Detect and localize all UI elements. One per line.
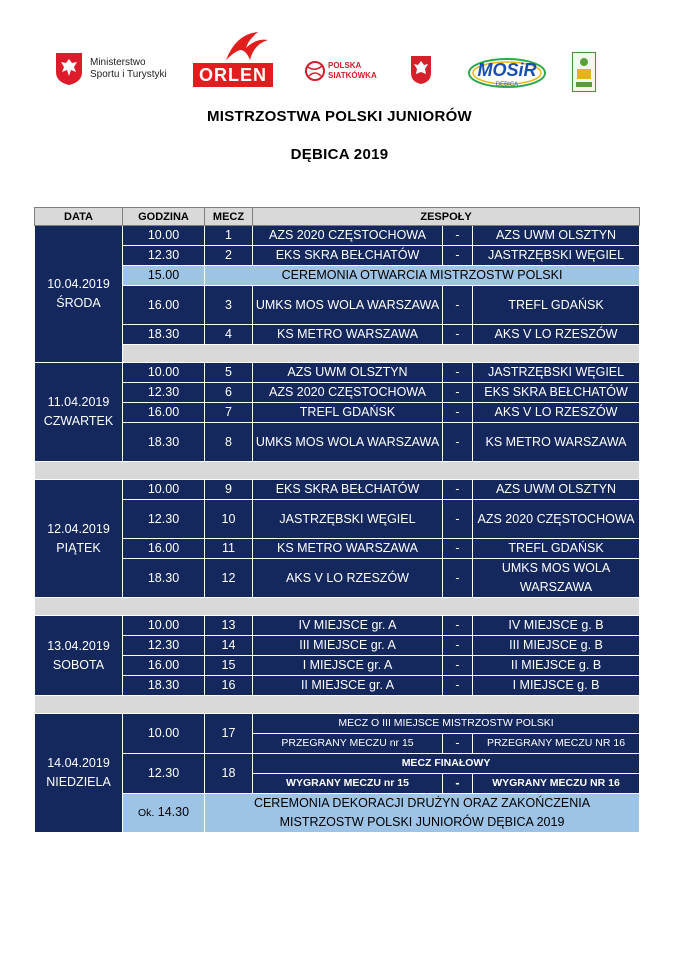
ceremony-time <box>123 794 205 833</box>
ministry-logo-text <box>90 57 167 81</box>
match-time: 18.30 <box>123 676 205 696</box>
table-row <box>35 616 640 636</box>
match-time: 12.30 <box>123 246 205 266</box>
match-number: 10 <box>205 500 253 539</box>
day-cell <box>35 616 123 696</box>
header-data: DATA <box>35 208 123 226</box>
match-time: 18.30 <box>123 423 205 462</box>
versus-dash: - <box>443 403 473 423</box>
away-team: I MIEJSCE g. B <box>473 676 640 696</box>
table-row <box>35 539 640 559</box>
away-team: EKS SKRA BEŁCHATÓW <box>473 383 640 403</box>
match-number: 12 <box>205 559 253 598</box>
day-date: 10.04.2019 <box>47 277 110 291</box>
table-row <box>35 480 640 500</box>
away-team: AZS 2020 CZĘSTOCHOWA <box>473 500 640 539</box>
match-time: 12.30 <box>123 636 205 656</box>
table-row <box>35 656 640 676</box>
table-row <box>35 226 640 246</box>
schedule-table <box>34 207 640 833</box>
table-row <box>35 754 640 774</box>
table-row <box>35 246 640 266</box>
mosir-text: MOSiR <box>477 60 537 80</box>
table-row <box>35 286 640 325</box>
versus-dash: - <box>443 616 473 636</box>
siatkowka-line-1: POLSKA <box>328 61 362 70</box>
versus-dash: - <box>443 774 473 794</box>
day-weekday: ŚRODA <box>56 296 101 310</box>
table-row <box>35 266 640 286</box>
away-team: TREFL GDAŃSK <box>473 286 640 325</box>
day-date: 14.04.2019 <box>47 756 110 770</box>
match-number: 13 <box>205 616 253 636</box>
szlak-figure-icon <box>573 53 595 91</box>
home-team: WYGRANY MECZU nr 15 <box>253 774 443 794</box>
match-time: 10.00 <box>123 226 205 246</box>
orlen-eagle-icon <box>222 30 272 66</box>
away-team: AZS UWM OLSZTYN <box>473 226 640 246</box>
home-team: KS METRO WARSZAWA <box>253 539 443 559</box>
time-value: 14.30 <box>157 805 190 819</box>
away-team: AKS V LO RZESZÓW <box>473 403 640 423</box>
away-team: AZS UWM OLSZTYN <box>473 480 640 500</box>
home-team: III MIEJSCE gr. A <box>253 636 443 656</box>
day-cell <box>35 226 123 363</box>
table-row <box>35 500 640 539</box>
match-number: 16 <box>205 676 253 696</box>
away-team: JASTRZĘBSKI WĘGIEL <box>473 363 640 383</box>
match-time: 12.30 <box>123 754 205 794</box>
home-team: AZS 2020 CZĘSTOCHOWA <box>253 226 443 246</box>
day-cell <box>35 714 123 833</box>
match-number: 11 <box>205 539 253 559</box>
match-number: 18 <box>205 754 253 794</box>
day-separator <box>35 462 640 480</box>
final-match-label: MECZ FINAŁOWY <box>253 754 640 774</box>
versus-dash: - <box>443 480 473 500</box>
home-team: JASTRZĘBSKI WĘGIEL <box>253 500 443 539</box>
match-number: 15 <box>205 656 253 676</box>
versus-dash: - <box>443 226 473 246</box>
away-team: JASTRZĘBSKI WĘGIEL <box>473 246 640 266</box>
day-separator <box>35 345 640 363</box>
versus-dash: - <box>443 286 473 325</box>
day-weekday: SOBOTA <box>52 657 105 672</box>
mosir-logo <box>462 52 552 94</box>
polish-eagle-emblem-icon <box>55 52 83 86</box>
header-zespoly: ZESPOŁY <box>253 208 640 226</box>
away-team: UMKS MOS WOLA WARSZAWA <box>473 559 640 598</box>
home-team: I MIEJSCE gr. A <box>253 656 443 676</box>
away-team: TREFL GDAŃSK <box>473 539 640 559</box>
match-number: 7 <box>205 403 253 423</box>
match-number: 5 <box>205 363 253 383</box>
header-godzina: GODZINA <box>123 208 205 226</box>
ceremony-time: 15.00 <box>123 266 205 286</box>
away-team: II MIEJSCE g. B <box>473 656 640 676</box>
match-time: 18.30 <box>123 325 205 345</box>
day-cell <box>35 480 123 598</box>
match-number: 4 <box>205 325 253 345</box>
mosir-subtitle: DĘBICA <box>495 82 519 88</box>
away-team: KS METRO WARSZAWA <box>473 423 640 462</box>
match-number: 17 <box>205 714 253 754</box>
versus-dash: - <box>443 500 473 539</box>
day-weekday: PIĄTEK <box>56 540 101 555</box>
versus-dash: - <box>443 539 473 559</box>
versus-dash: - <box>443 676 473 696</box>
third-place-match-label: MECZ O III MIEJSCE MISTRZOSTW POLSKI <box>253 714 640 734</box>
table-row <box>35 794 640 833</box>
away-team: WYGRANY MECZU NR 16 <box>473 774 640 794</box>
home-team: IV MIEJSCE gr. A <box>253 616 443 636</box>
match-time: 10.00 <box>123 714 205 754</box>
orlen-logo: ORLEN <box>193 63 273 87</box>
day-separator <box>35 598 640 616</box>
home-team: TREFL GDAŃSK <box>253 403 443 423</box>
szlak-logo-icon <box>572 52 596 92</box>
match-time: 12.30 <box>123 500 205 539</box>
day-date: 12.04.2019 <box>47 521 110 536</box>
match-time: 10.00 <box>123 616 205 636</box>
home-team: KS METRO WARSZAWA <box>253 325 443 345</box>
away-team: IV MIEJSCE g. B <box>473 616 640 636</box>
separator-cell <box>123 345 640 363</box>
sponsor-logos <box>0 30 679 100</box>
match-time: 16.00 <box>123 539 205 559</box>
match-number: 2 <box>205 246 253 266</box>
match-time: 16.00 <box>123 656 205 676</box>
home-team: UMKS MOS WOLA WARSZAWA <box>253 286 443 325</box>
table-row <box>35 559 640 598</box>
versus-dash: - <box>443 246 473 266</box>
opening-ceremony: CEREMONIA OTWARCIA MISTRZOSTW POLSKI <box>205 266 640 286</box>
home-team: EKS SKRA BEŁCHATÓW <box>253 246 443 266</box>
versus-dash: - <box>443 734 473 754</box>
versus-dash: - <box>443 325 473 345</box>
table-row <box>35 423 640 462</box>
table-row <box>35 363 640 383</box>
table-row <box>35 325 640 345</box>
header-mecz: MECZ <box>205 208 253 226</box>
match-time: 16.00 <box>123 403 205 423</box>
match-time: 10.00 <box>123 480 205 500</box>
home-team: AZS UWM OLSZTYN <box>253 363 443 383</box>
home-team: UMKS MOS WOLA WARSZAWA <box>253 423 443 462</box>
debica-coat-of-arms-icon <box>410 55 432 85</box>
table-row <box>35 714 640 734</box>
home-team: II MIEJSCE gr. A <box>253 676 443 696</box>
versus-dash: - <box>443 559 473 598</box>
table-row <box>35 636 640 656</box>
match-number: 6 <box>205 383 253 403</box>
polska-siatkowka-logo-text <box>328 61 377 81</box>
table-row <box>35 403 640 423</box>
home-team: PRZEGRANY MECZU nr 15 <box>253 734 443 754</box>
versus-dash: - <box>443 383 473 403</box>
volleyball-icon <box>305 60 325 82</box>
away-team: III MIEJSCE g. B <box>473 636 640 656</box>
table-row <box>35 676 640 696</box>
versus-dash: - <box>443 363 473 383</box>
match-number: 9 <box>205 480 253 500</box>
match-number: 3 <box>205 286 253 325</box>
match-number: 8 <box>205 423 253 462</box>
time-prefix: Ok. <box>137 807 155 819</box>
siatkowka-line-2: SIATKÓWKA <box>328 71 377 80</box>
separator-cell <box>35 598 640 616</box>
table-row <box>35 383 640 403</box>
day-separator <box>35 696 640 714</box>
away-team: PRZEGRANY MECZU NR 16 <box>473 734 640 754</box>
versus-dash: - <box>443 636 473 656</box>
ministry-line-1: Ministerstwo <box>90 57 146 68</box>
separator-cell <box>35 696 640 714</box>
table-header-row <box>35 208 640 226</box>
home-team: EKS SKRA BEŁCHATÓW <box>253 480 443 500</box>
separator-cell <box>35 462 640 480</box>
home-team: AZS 2020 CZĘSTOCHOWA <box>253 383 443 403</box>
match-time: 16.00 <box>123 286 205 325</box>
match-number: 14 <box>205 636 253 656</box>
closing-ceremony: CEREMONIA DEKORACJI DRUŻYN ORAZ ZAKOŃCZENIA MISTRZOSTW POLSKI JUNIORÓW DĘBICA 2019 <box>205 794 640 833</box>
day-date: 13.04.2019 <box>47 638 110 653</box>
day-weekday: NIEDZIELA <box>46 775 111 789</box>
versus-dash: - <box>443 423 473 462</box>
home-team: AKS V LO RZESZÓW <box>253 559 443 598</box>
match-time: 10.00 <box>123 363 205 383</box>
day-date: 11.04.2019 <box>47 395 110 409</box>
versus-dash: - <box>443 656 473 676</box>
match-number: 1 <box>205 226 253 246</box>
match-time: 12.30 <box>123 383 205 403</box>
page-subtitle: DĘBICA 2019 <box>290 146 389 163</box>
day-weekday: CZWARTEK <box>43 414 114 428</box>
ministry-line-2: Sportu i Turystyki <box>90 69 167 80</box>
match-time: 18.30 <box>123 559 205 598</box>
page-title: MISTRZOSTWA POLSKI JUNIORÓW <box>206 108 473 125</box>
away-team: AKS V LO RZESZÓW <box>473 325 640 345</box>
day-cell <box>35 363 123 462</box>
